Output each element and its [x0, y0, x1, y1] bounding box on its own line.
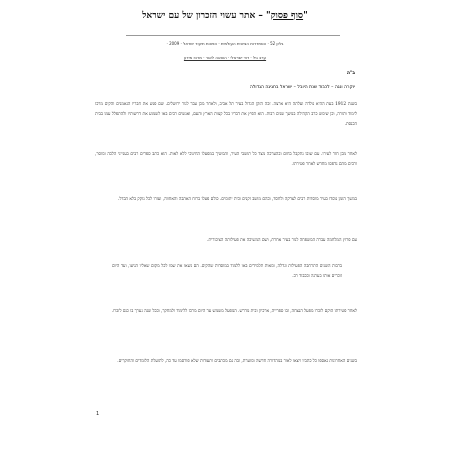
- salutation: ב"ה: [346, 71, 355, 76]
- title-rest: " – אתר עשוי הזכרון של עם ישראל: [142, 11, 271, 21]
- title-prefix: ": [303, 11, 308, 21]
- subject-line: יוקרה ונגה – לכבוד שנת היובל – ישראל בחגיגה הגדולה: [249, 85, 355, 90]
- paragraph: במשך הזמן נוסדו בעיר מוסדות רבים לצדקה ולחסד, ובהם מושב זקנים ובית יתומים. כולם פעלו ברוח האהבה והאחווה, ועזרו לכל נזקק בלא הבדל.: [118, 197, 357, 202]
- paragraph: בשנת 1912 בעת ההיא נולדה ועלתה היא ארצה. זכה הזקן הגדול בעיר תל אביב, ולאחר מכן עבר לגור ירושלים. שם פגש את חבריו הנאמנים והקים מרכז לימוד ותורה, וכן שימש כרב הקהילה במשך שנים רבות. הוא הפיץ את דבריו בכל קצות הארץ והעם, ואנשים רבים באו לשמוע את דרשותיו ולהתפלל עמו בבית הכנסת.: [95, 102, 357, 127]
- meta-line-2: ערב גיל · דוד ישראלי · הוצאה לאור · מרכז מידע: [183, 55, 267, 60]
- title-divider: [126, 35, 340, 36]
- page-title: [0, 10, 450, 21]
- page-number: 1: [96, 411, 100, 417]
- paragraph: בשנים האחרונות נאספו כל כתביו ויצאו לאור במהדורה חדשה ומוערת, ובה גם מכתבים ותעודות שלא פורסמו עד כה, לתועלת הלומדים והחוקרים.: [117, 359, 357, 364]
- quote-paragraph: ברבות השנים התרחבה הפעילות וגדלה, ומאות תלמידים באו ללמוד במוסדות שהקים. הם נשאו את שמו לכל מקום שאליו הגיעו, ועד היום זוכרים אותו בערגה ובכבוד רב.: [112, 264, 342, 279]
- title-highlight: סוף פסוק: [270, 11, 304, 21]
- paragraph: עם פרוץ המלחמה עברה המשפחה לגור בעיר אחרת, ושם המשיכה את פעילותה הציבורית.: [207, 238, 357, 243]
- paragraph: לאחר מכן חזר לעירו. עם שובו נתקבל בחום ובהערכה מצד כל תושבי העיר, והמשיך במפעלו החינוכי ללא לאות. הוא כתב ספרים רבים בענייני הלכה ומוסר, ורבים מהם נדפסו מחדש לאחר פטירתו.: [95, 152, 357, 167]
- meta-line: גליון 52 · הסתדרות הציונית העולמית · הפצות תיעוד ישראל · 2009 ·: [166, 41, 284, 46]
- paragraph: לאחר פטירתו הוקם לזכרו מפעל הנצחה, ובו ספרייה, ארכיון ובית מדרש. המפעל משמש עד היום מרכז ללימוד ולמחקר, ובכל שנה נערך בו כנס לזכרו.: [111, 309, 357, 314]
